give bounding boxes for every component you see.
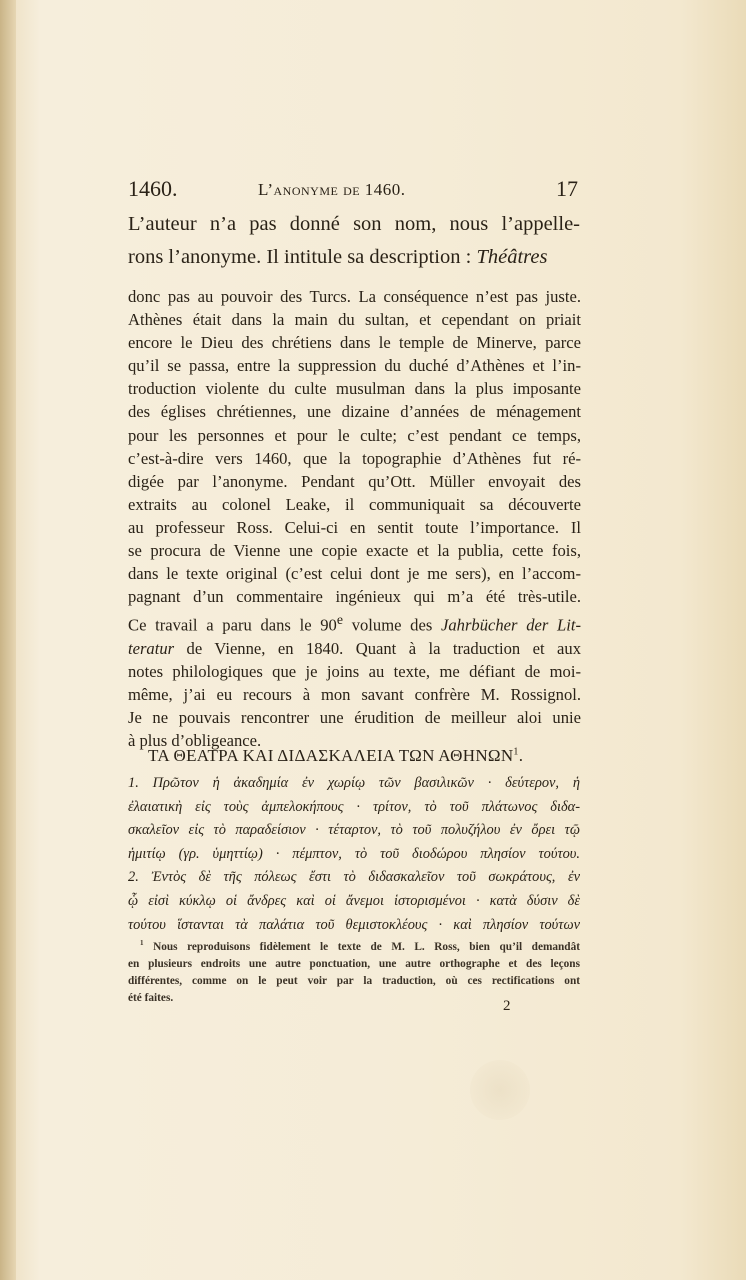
text-fragment: de Vienne, en 1840. Quant à la traduction et aux (174, 638, 581, 658)
greek-line: 2. Ἐντὸς δὲ τῆς πόλεως ἔστι τὸ διδασκαλεῖον τοῦ σωκράτους, ἐν (128, 869, 580, 886)
greek-line: τούτου ἵστανται τὰ παλάτια τοῦ θεμιστοκλέους · καὶ πλησίον τούτων (128, 916, 580, 933)
text-line: Athènes était dans la main du sultan, et cependant on priait (128, 310, 581, 330)
intro-line: L’auteur n’a pas donné son nom, nous l’appelle- (128, 213, 580, 235)
header-year: 1460. (128, 176, 178, 201)
intro-paragraph (128, 208, 580, 274)
footnote-line: été faites. (128, 991, 174, 1004)
footnote-line: différentes, comme on le peut voir par la traduction, où ces rectifications ont (128, 974, 580, 987)
footnote-mark: 1 (140, 939, 144, 947)
intro-italic-title: Théâtres (476, 246, 548, 268)
intro-line (128, 241, 580, 274)
paper-stain (470, 1060, 530, 1120)
journal-title-italic: Jahrbücher der Lit- (441, 615, 581, 635)
footnote-line: en plusieurs endroits une autre ponctuation, une autre orthographe et des leçons (128, 957, 580, 970)
footnote-text: Nous reproduisons fidèlement le texte de M. L. Ross, bien qu’il demandât (153, 940, 580, 953)
text-line-journal (128, 608, 581, 637)
text-line: se procura de Vienne une copie exacte et la publia, cette fois, (128, 541, 581, 561)
greek-text-block (128, 772, 580, 937)
text-line: au professeur Ross. Celui-ci en sentit toute l’importance. Il (128, 517, 581, 537)
text-line: extraits au colonel Leake, il communiquait sa découverte (128, 494, 581, 514)
footnote-reference: 1 (513, 746, 519, 758)
greek-line: 1. Πρῶτον ἡ ἀκαδημία ἐν χωρίῳ τῶν βασιλικῶν · δεύτερον, ἡ (128, 775, 580, 791)
text-line: notes philologiques que je joins au texte, me défiant de moi- (128, 662, 581, 682)
text-line: donc pas au pouvoir des Turcs. La conséquence n’est pas juste. (128, 287, 581, 306)
greek-line: ᾧ εἰσὶ κύκλῳ οἱ ἄνδρες καὶ οἱ ἄνεμοι ἱστορισμένοι · κατὰ δύσιν δὲ (128, 892, 580, 909)
greek-section-heading (148, 746, 568, 766)
text-line: digée par l’anonyme. Pendant qu’Ott. Müller envoyait des (128, 471, 581, 491)
text-line: qu’il se passa, entre la suppression du duché d’Athènes et l’in- (128, 356, 581, 376)
text-line: c’est-à-dire vers 1460, que la topographie d’Athènes fut ré- (128, 448, 581, 468)
text-line: pour les personnes et pour le culte; c’est pendant ce temps, (128, 425, 581, 445)
page-gutter (0, 0, 16, 1280)
intro-line-text: rons l’anonyme. Il intitule sa description : (128, 246, 477, 268)
greek-line: ἐλαιατικὴ εἰς τοὺς ἀμπελοκήπους · τρίτον, τὸ τοῦ πλάτωνος διδα- (128, 798, 580, 815)
ordinal-superscript: e (336, 612, 343, 628)
text-line-last: à plus d’obligeance. (128, 731, 262, 751)
text-line: pagnant d’un commentaire ingénieux qui m’a été très-utile. (128, 587, 581, 607)
footnote (128, 935, 580, 1007)
header-running-title: L’anonyme de 1460. (258, 180, 406, 199)
text-line-journal-cont (128, 637, 581, 660)
greek-heading-text: ΤΑ ΘΕΑΤΡΑ ΚΑΙ ΔΙΔΑΣΚΑΛΕΙΑ ΤΩΝ ΑΘΗΝΩΝ (148, 746, 514, 765)
main-paragraph (128, 285, 581, 752)
journal-title-italic: teratur (128, 638, 175, 658)
running-header (128, 176, 578, 208)
text-line: Je ne pouvais rencontrer une érudition de meilleur aloi unie (128, 708, 581, 728)
text-line: même, j’ai eu recours à mon savant confrère M. Rossignol. (128, 685, 581, 705)
text-fragment: Ce travail a paru dans le 90 (128, 615, 337, 635)
text-line: encore le Dieu des chrétiens dans le temple de Minerve, parce (128, 333, 581, 353)
greek-line: ἡμιτίῳ (γρ. ὑμηττίῳ) · πέμπτον, τὸ τοῦ διοδώρου πλησίον τούτου. (128, 845, 580, 862)
text-line: des églises chrétiennes, une dizaine d’années de ménagement (128, 402, 581, 422)
printer-signature-mark: 2 (503, 998, 511, 1014)
footnote-line (128, 935, 580, 956)
text-line: troduction violente du culte musulman dans la plus imposante (128, 379, 581, 399)
heading-period: . (518, 746, 524, 765)
text-line: dans le texte original (c’est celui dont je me sers), en l’accom- (128, 564, 581, 584)
text-fragment: volume des (343, 615, 441, 635)
greek-line: σκαλεῖον εἰς τὸ παραδείσιον · τέταρτον, τὸ τοῦ πολυζήλου ἐν ὄρει τῷ (128, 822, 580, 839)
page-number: 17 (556, 176, 578, 201)
